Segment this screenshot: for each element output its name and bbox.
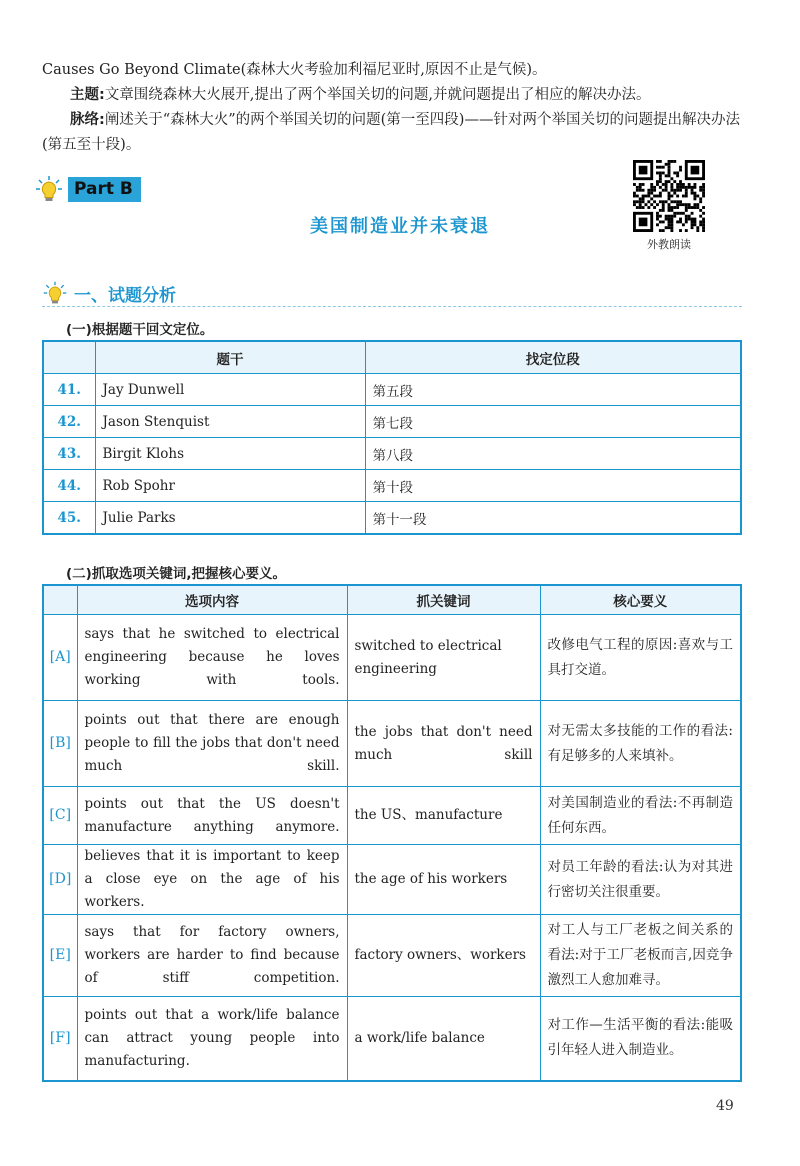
option-letter: [F] <box>43 997 77 1081</box>
table-header-cell: 题干 <box>95 341 365 374</box>
page-number: 49 <box>716 1098 734 1114</box>
question-number: 45. <box>43 502 95 535</box>
table-header-row <box>43 341 741 374</box>
option-keywords: a work/life balance <box>347 997 540 1081</box>
section-title: 一、试题分析 <box>74 285 176 306</box>
context-paragraph <box>42 108 760 158</box>
option-letter: [E] <box>43 915 77 997</box>
table-header-row <box>43 585 741 615</box>
table-row <box>43 374 741 406</box>
table-header-cell <box>43 585 77 615</box>
question-number: 43. <box>43 438 95 470</box>
section-header <box>42 280 176 306</box>
table-row <box>43 438 741 470</box>
option-keywords: the US、manufacture <box>347 787 540 845</box>
table-row <box>43 502 741 535</box>
theme-text: 文章围绕森林大火展开,提出了两个举国关切的问题,并就问题提出了相应的解决办法。 <box>104 87 651 103</box>
context-text: 阐述关于“森林大火”的两个举国关切的问题(第一至四段)——针对两个举国关切的问题提出解决办法(第五至十段)。 <box>42 112 740 153</box>
part-label: Part B <box>68 177 141 202</box>
option-content: says that for factory owners, workers are harder to find because of stiff competition. <box>77 915 347 997</box>
paragraph-cell: 第七段 <box>365 406 741 438</box>
option-letter: [A] <box>43 615 77 701</box>
option-content: believes that it is important to keep a close eye on the age of his workers. <box>77 845 347 915</box>
table-row <box>43 470 741 502</box>
option-keywords: switched to electrical engineering <box>347 615 540 701</box>
table-row <box>43 615 741 701</box>
option-meaning: 对工作—生活平衡的看法:能吸引年轻人进入制造业。 <box>540 997 741 1081</box>
paragraph-cell: 第十段 <box>365 470 741 502</box>
intro-text <box>42 58 760 158</box>
qr-code <box>633 160 705 232</box>
option-meaning: 对员工年龄的看法:认为对其进行密切关注很重要。 <box>540 845 741 915</box>
option-keywords: the age of his workers <box>347 845 540 915</box>
option-meaning: 改修电气工程的原因:喜欢与工具打交道。 <box>540 615 741 701</box>
lightbulb-icon <box>34 174 64 204</box>
stem-cell: Julie Parks <box>95 502 365 535</box>
option-content: points out that there are enough people to fill the jobs that don't need much skill. <box>77 701 347 787</box>
question-number: 42. <box>43 406 95 438</box>
table-row <box>43 915 741 997</box>
intro-line-1: Causes Go Beyond Climate(森林大火考验加利福尼亚时,原因不止是气候)。 <box>42 62 547 78</box>
section-divider <box>42 306 742 307</box>
stem-cell: Birgit Klohs <box>95 438 365 470</box>
paragraph-cell: 第十一段 <box>365 502 741 535</box>
paragraph-cell: 第八段 <box>365 438 741 470</box>
option-keywords: factory owners、workers <box>347 915 540 997</box>
table-header-cell: 找定位段 <box>365 341 741 374</box>
option-content: says that he switched to electrical engineering because he loves working with tools. <box>77 615 347 701</box>
part-b-header <box>34 174 141 204</box>
table-header-cell <box>43 341 95 374</box>
table-header-cell: 选项内容 <box>77 585 347 615</box>
stem-cell: Jason Stenquist <box>95 406 365 438</box>
table-header-cell: 抓关键词 <box>347 585 540 615</box>
option-meaning: 对工人与工厂老板之间关系的看法:对于工厂老板而言,因竞争激烈工人愈加难寻。 <box>540 915 741 997</box>
table-row <box>43 787 741 845</box>
stem-location-table <box>42 340 742 535</box>
table-header-cell: 核心要义 <box>540 585 741 615</box>
stem-cell: Jay Dunwell <box>95 374 365 406</box>
option-keywords: the jobs that don't need much skill <box>347 701 540 787</box>
option-letter: [B] <box>43 701 77 787</box>
theme-label: 主题: <box>70 87 105 103</box>
question-number: 44. <box>43 470 95 502</box>
table-row <box>43 997 741 1081</box>
option-content: points out that a work/life balance can attract young people into manufacturing. <box>77 997 347 1081</box>
article-title: 美国制造业并未衰退 <box>310 216 490 237</box>
table-row <box>43 845 741 915</box>
option-content: points out that the US doesn't manufacture anything anymore. <box>77 787 347 845</box>
option-meaning: 对无需太多技能的工作的看法:有足够多的人来填补。 <box>540 701 741 787</box>
stem-cell: Rob Spohr <box>95 470 365 502</box>
option-meaning: 对美国制造业的看法:不再制造任何东西。 <box>540 787 741 845</box>
options-analysis-table <box>42 584 742 1082</box>
option-letter: [C] <box>43 787 77 845</box>
lightbulb-icon <box>42 280 68 306</box>
paragraph-cell: 第五段 <box>365 374 741 406</box>
subsection-1-title: (一)根据题干回文定位。 <box>66 322 214 338</box>
context-label: 脉络: <box>70 112 105 128</box>
subsection-2-title: (二)抓取选项关键词,把握核心要义。 <box>66 566 286 582</box>
table-row <box>43 701 741 787</box>
table-row <box>43 406 741 438</box>
option-letter: [D] <box>43 845 77 915</box>
theme-paragraph <box>42 83 760 108</box>
qr-label: 外教朗读 <box>647 238 691 251</box>
question-number: 41. <box>43 374 95 406</box>
